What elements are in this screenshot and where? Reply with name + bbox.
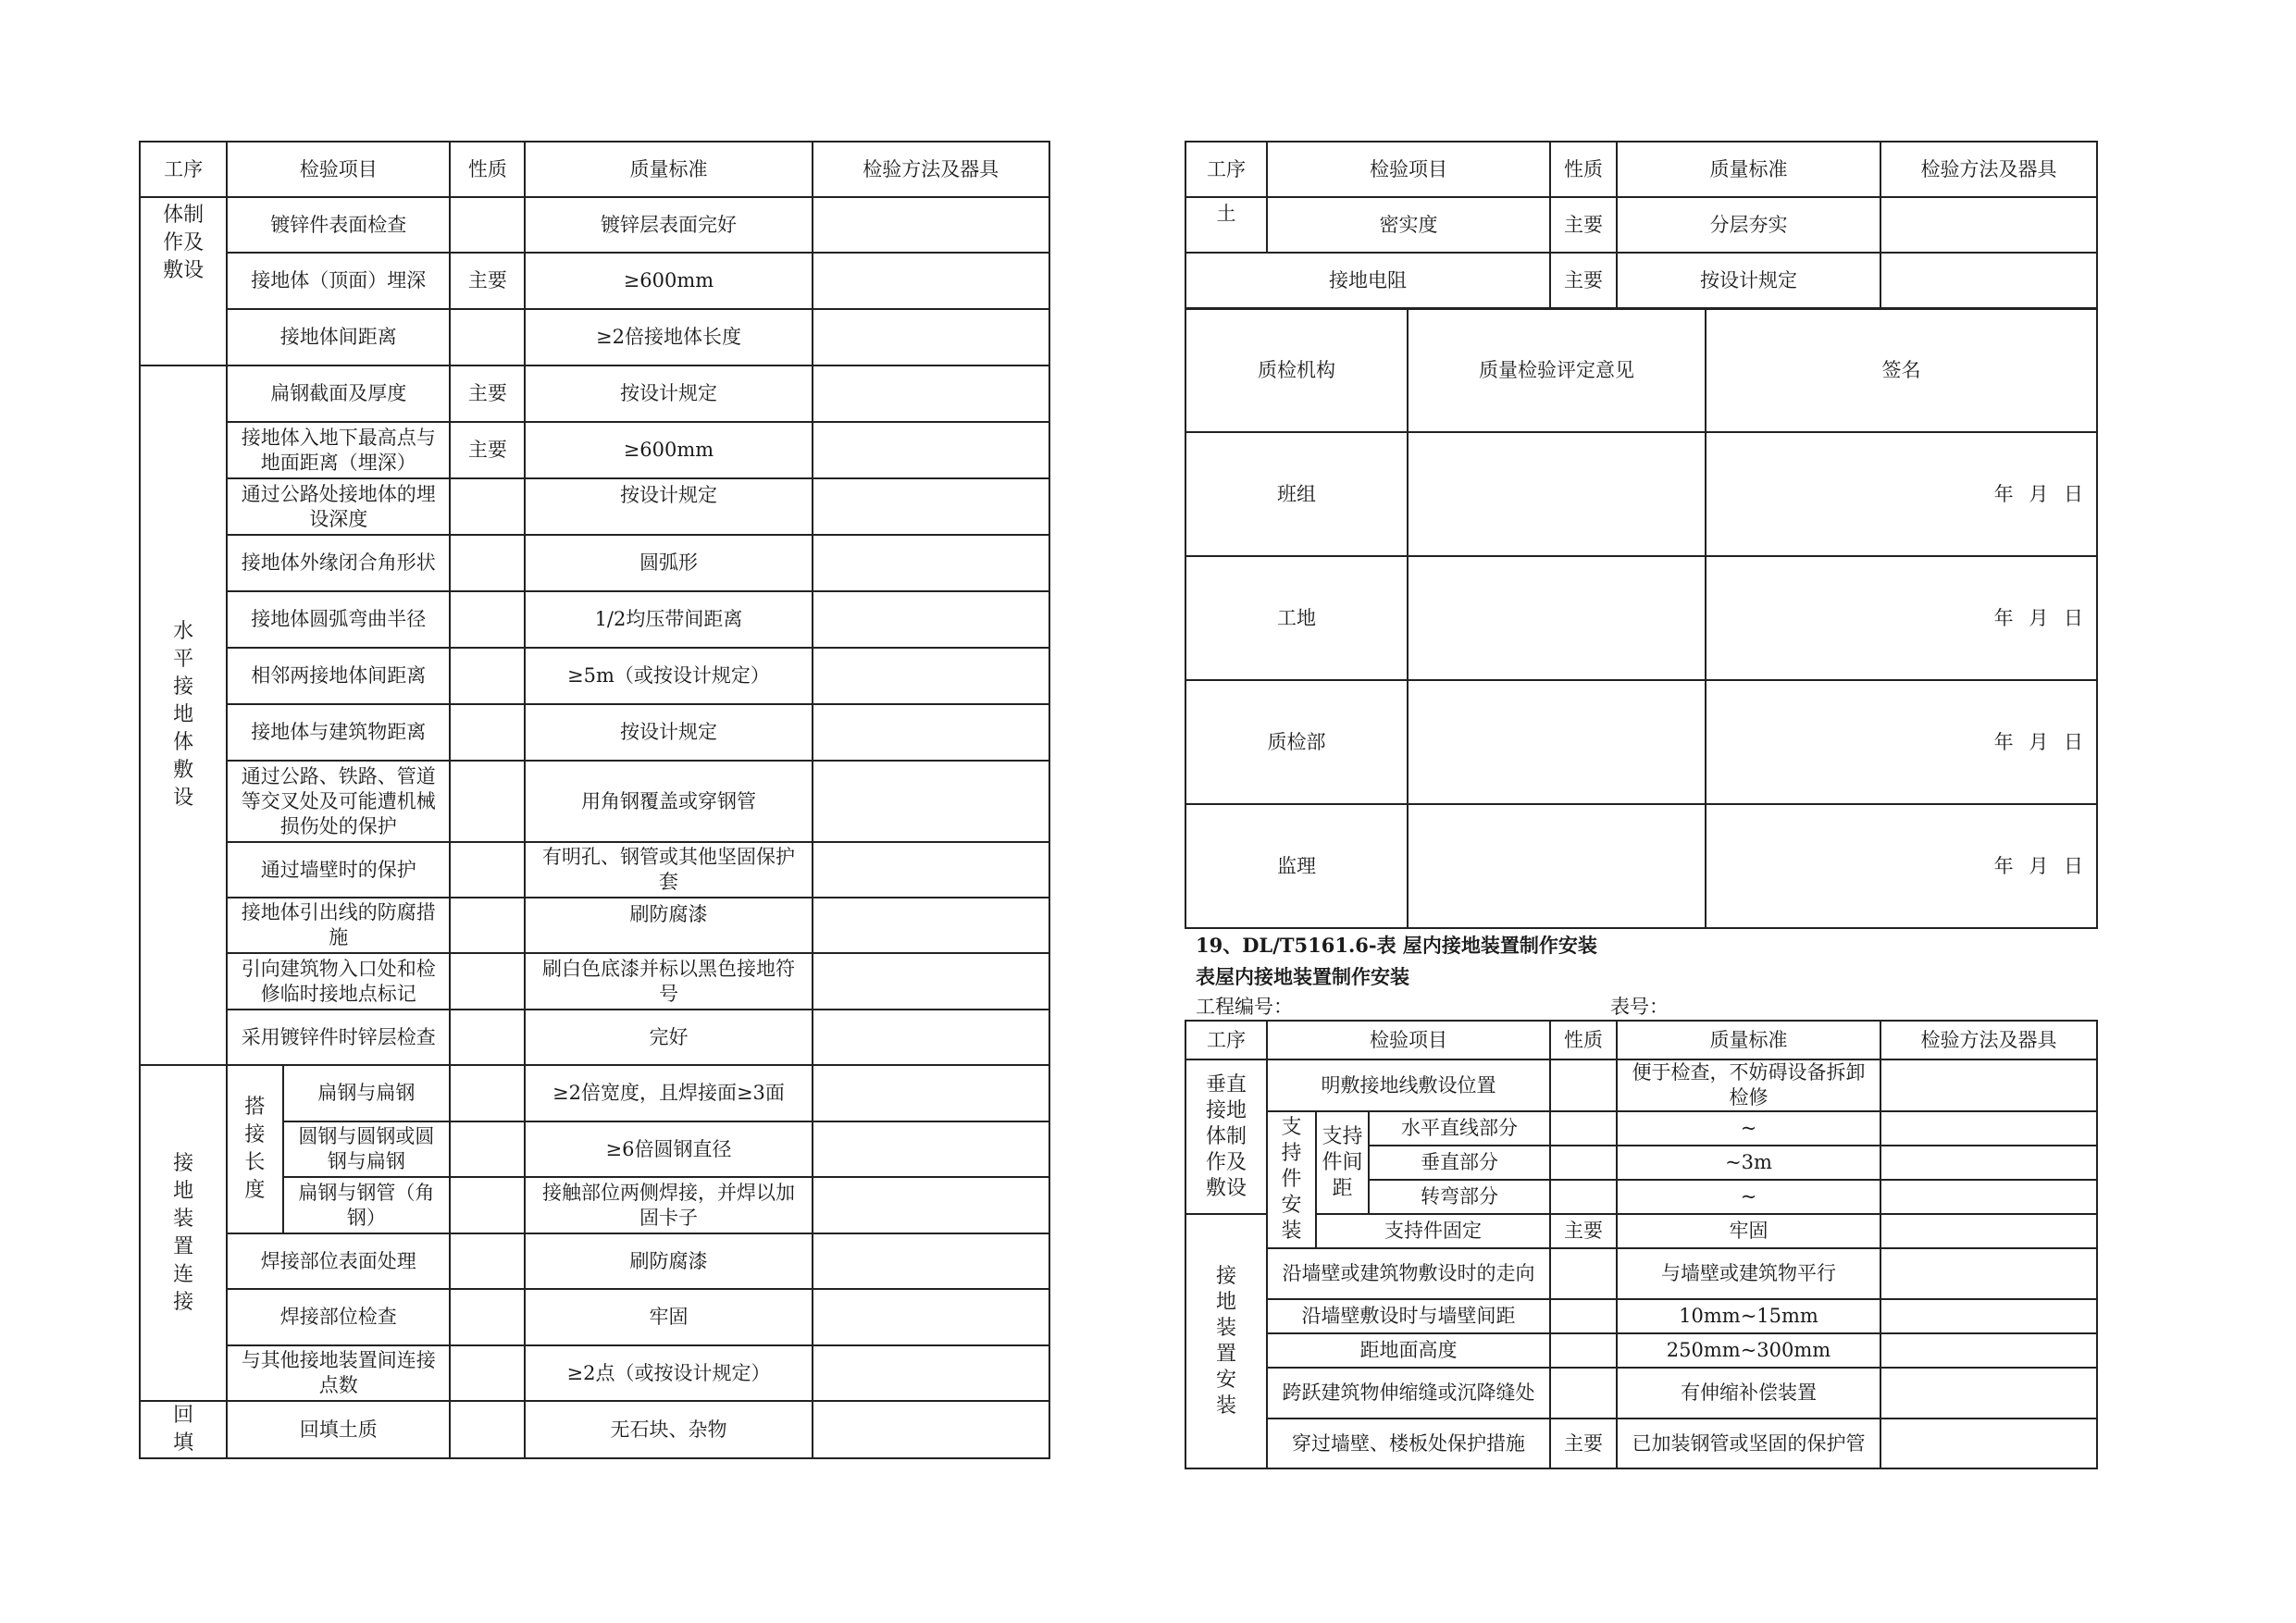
method-cell[interactable] [813, 704, 1049, 761]
signoff-row [1185, 432, 2097, 556]
header-nature: 性质 [1550, 1021, 1617, 1059]
item-cell: 焊接部位检查 [227, 1289, 450, 1345]
nature-cell [450, 535, 525, 591]
table-title: 表屋内接地装置制作安装 [1196, 965, 1409, 988]
standard-cell: 接触部位两侧焊接，并焊以加固卡子 [525, 1177, 812, 1233]
nature-cell [450, 1177, 525, 1233]
header-standard: 质量标准 [525, 142, 812, 197]
item-cell: 跨跃建筑物伸缩缝或沉降缝处 [1267, 1368, 1550, 1419]
item-cell: 扁钢与钢管（角钢） [283, 1177, 451, 1233]
nature-cell [450, 1233, 525, 1289]
item-cell: 沿墙壁或建筑物敷设时的走向 [1267, 1248, 1550, 1299]
standard-cell: 刷防腐漆 [525, 898, 812, 953]
item-cell: 相邻两接地体间距离 [227, 648, 450, 704]
method-cell[interactable] [813, 535, 1049, 591]
table-row [1185, 1368, 2097, 1419]
item-cell: 支持件固定 [1316, 1214, 1550, 1248]
signoff-date[interactable]: 年 月 日 [1706, 804, 2097, 928]
standard-cell: 按设计规定 [525, 478, 812, 535]
project-number-label: 工程编号： [1196, 996, 1293, 1018]
item-cell: 沿墙壁敷设时与墙壁间距 [1267, 1299, 1550, 1333]
standard-cell: 分层夯实 [1617, 197, 1880, 253]
standard-cell: 按设计规定 [525, 704, 812, 761]
indoor-grounding-table [1185, 1020, 2098, 1469]
item-cell: 接地体间距离 [227, 309, 450, 365]
method-cell[interactable] [813, 761, 1049, 842]
table-row [140, 1233, 1049, 1289]
nature-cell [1550, 1248, 1617, 1299]
method-cell[interactable] [813, 1177, 1049, 1233]
table-row [140, 1065, 1049, 1121]
table-row [140, 197, 1049, 253]
nature-cell [450, 478, 525, 535]
nature-cell [450, 1401, 525, 1458]
method-cell[interactable] [1880, 1111, 2097, 1146]
table-row [140, 309, 1049, 365]
item-cell: 圆钢与圆钢或圆钢与扁钢 [283, 1121, 451, 1177]
item-cell: 接地体引出线的防腐措施 [227, 898, 450, 953]
item-cell: 穿过墙壁、楼板处保护措施 [1267, 1419, 1550, 1468]
item-cell: 明敷接地线敷设位置 [1267, 1059, 1550, 1111]
table-row [140, 953, 1049, 1010]
nature-cell: 主要 [450, 253, 525, 309]
item-cell: 扁钢与扁钢 [283, 1065, 451, 1121]
nature-cell [450, 309, 525, 365]
signoff-org: 班组 [1185, 432, 1408, 556]
standard-cell: ≥600mm [525, 422, 812, 478]
method-cell[interactable] [813, 1010, 1049, 1065]
nature-cell [450, 591, 525, 648]
nature-cell [1550, 1333, 1617, 1368]
nature-cell [1550, 1368, 1617, 1419]
signoff-row [1185, 680, 2097, 804]
item-cell: 接地体与建筑物距离 [227, 704, 450, 761]
header-item: 检验项目 [227, 142, 450, 197]
nature-cell: 主要 [1550, 1419, 1617, 1468]
method-cell[interactable] [813, 1121, 1049, 1177]
signoff-header-org: 质检机构 [1185, 308, 1408, 432]
signoff-row [1185, 556, 2097, 680]
method-cell[interactable] [813, 953, 1049, 1010]
header-step: 工序 [1185, 1021, 1267, 1059]
signoff-opinion-cell[interactable] [1408, 432, 1706, 556]
item-cell: 回填土质 [227, 1401, 450, 1458]
table-row [140, 1289, 1049, 1345]
standard-cell: 1/2均压带间距离 [525, 591, 812, 648]
nature-cell [1550, 1180, 1617, 1214]
item-cell: 垂直部分 [1369, 1146, 1550, 1180]
support-install-group: 支持件安装 [1267, 1111, 1316, 1248]
step-group-body: 体制作及敷设 [140, 197, 227, 365]
signoff-date[interactable]: 年 月 日 [1706, 556, 2097, 680]
standard-cell: 镀锌层表面完好 [525, 197, 812, 253]
item-cell: 与其他接地装置间连接点数 [227, 1345, 450, 1401]
table-row [1185, 1059, 2097, 1111]
method-cell[interactable] [813, 253, 1049, 309]
table-row [140, 253, 1049, 309]
signoff-org: 工地 [1185, 556, 1408, 680]
standard-cell: ≥6倍圆钢直径 [525, 1121, 812, 1177]
method-cell[interactable] [813, 1289, 1049, 1345]
standard-cell: 刷白色底漆并标以黑色接地符号 [525, 953, 812, 1010]
table-row [140, 422, 1049, 478]
nature-cell [1550, 1111, 1617, 1146]
standard-cell: 无石块、杂物 [525, 1401, 812, 1458]
nature-cell: 主要 [1550, 197, 1617, 253]
left-inspection-table [139, 141, 1050, 1459]
table-row [140, 591, 1049, 648]
item-cell: 通过公路处接地体的埋设深度 [227, 478, 450, 535]
standard-cell: 完好 [525, 1010, 812, 1065]
nature-cell: 主要 [450, 422, 525, 478]
section-title: 19、DL/T5161.6-表 屋内接地装置制作安装 [1196, 934, 1597, 957]
signoff-opinion-cell[interactable] [1408, 804, 1706, 928]
step-group-backfill: 回填 [140, 1401, 227, 1458]
nature-cell [450, 1121, 525, 1177]
item-cell: 接地体圆弧弯曲半径 [227, 591, 450, 648]
step-group-install: 接地装置安装 [1185, 1214, 1267, 1468]
item-cell: 通过公路、铁路、管道等交叉处及可能遭机械损伤处的保护 [227, 761, 450, 842]
step-group-vertical-body: 垂直接地体制作及敷设 [1185, 1059, 1267, 1214]
nature-cell [450, 761, 525, 842]
standard-cell: ≥2点（或按设计规定） [525, 1345, 812, 1401]
signoff-header-opinion: 质量检验评定意见 [1408, 308, 1706, 432]
table-row [1185, 1419, 2097, 1468]
standard-cell: ≥2倍宽度，且焊接面≥3面 [525, 1065, 812, 1121]
table-row [140, 648, 1049, 704]
method-cell[interactable] [1880, 1368, 2097, 1419]
table-header-row [140, 142, 1049, 197]
table-number-label: 表号： [1610, 996, 1669, 1018]
table-row [140, 1401, 1049, 1458]
signoff-date[interactable]: 年 月 日 [1706, 680, 2097, 804]
standard-cell: 按设计规定 [1617, 253, 1880, 309]
standard-cell: 刷防腐漆 [525, 1233, 812, 1289]
header-method: 检验方法及器具 [1880, 142, 2097, 197]
table-row [140, 704, 1049, 761]
table-row [1185, 1248, 2097, 1299]
standard-cell: ≥5m（或按设计规定） [525, 648, 812, 704]
header-standard: 质量标准 [1617, 1021, 1880, 1059]
table-row [140, 761, 1049, 842]
table-header-row [1185, 1021, 2097, 1059]
nature-cell [450, 1289, 525, 1345]
method-cell[interactable] [813, 365, 1049, 422]
step-group-connection: 接地装置连接 [140, 1065, 227, 1401]
standard-cell: ≥2倍接地体长度 [525, 309, 812, 365]
standard-cell: 与墙壁或建筑物平行 [1617, 1248, 1880, 1299]
table-row [140, 1010, 1049, 1065]
nature-cell [450, 898, 525, 953]
item-cell: 接地体入地下最高点与地面距离（埋深） [227, 422, 450, 478]
item-cell: 引向建筑物入口处和检修临时接地点标记 [227, 953, 450, 1010]
method-cell[interactable] [1880, 1299, 2097, 1333]
item-cell: 扁钢截面及厚度 [227, 365, 450, 422]
header-step: 工序 [140, 142, 227, 197]
method-cell[interactable] [813, 591, 1049, 648]
table-row [140, 365, 1049, 422]
signoff-opinion-cell[interactable] [1408, 556, 1706, 680]
signoff-row [1185, 804, 2097, 928]
method-cell[interactable] [813, 478, 1049, 535]
nature-cell [450, 1345, 525, 1401]
header-item: 检验项目 [1267, 142, 1550, 197]
table-row [140, 1345, 1049, 1401]
nature-cell [450, 197, 525, 253]
header-nature: 性质 [450, 142, 525, 197]
header-item: 检验项目 [1267, 1021, 1550, 1059]
item-cell: 密实度 [1267, 197, 1550, 253]
standard-cell: ≥600mm [525, 253, 812, 309]
method-cell[interactable] [813, 648, 1049, 704]
table-row [140, 842, 1049, 898]
method-cell[interactable] [813, 1233, 1049, 1289]
standard-cell: 有伸缩补偿装置 [1617, 1368, 1880, 1419]
header-step: 工序 [1185, 142, 1267, 197]
nature-cell [450, 953, 525, 1010]
table-row [1185, 1299, 2097, 1333]
signoff-opinion-cell[interactable] [1408, 680, 1706, 804]
table-row [140, 898, 1049, 953]
nature-cell [1550, 1146, 1617, 1180]
signoff-header-row [1185, 308, 2097, 432]
nature-cell [450, 1010, 525, 1065]
method-cell[interactable] [813, 422, 1049, 478]
header-method: 检验方法及器具 [813, 142, 1049, 197]
standard-cell: 便于检查，不妨碍设备拆卸检修 [1617, 1059, 1880, 1111]
support-spacing-group: 支持件间距 [1316, 1111, 1369, 1214]
right-top-inspection-table [1185, 141, 2098, 310]
method-cell[interactable] [813, 1065, 1049, 1121]
nature-cell [1550, 1059, 1617, 1111]
table-header-row [1185, 142, 2097, 197]
standard-cell: ~ [1617, 1180, 1880, 1214]
nature-cell [450, 842, 525, 898]
nature-cell: 主要 [1550, 1214, 1617, 1248]
method-cell[interactable] [813, 1345, 1049, 1401]
header-method: 检验方法及器具 [1880, 1021, 2097, 1059]
item-cell: 接地电阻 [1185, 253, 1550, 309]
standard-cell: 250mm~300mm [1617, 1333, 1880, 1368]
item-cell: 通过墙壁时的保护 [227, 842, 450, 898]
table-row [1185, 1214, 2097, 1248]
nature-cell [450, 1065, 525, 1121]
table-row [1185, 253, 2097, 309]
standard-cell: ~3m [1617, 1146, 1880, 1180]
item-cell: 距地面高度 [1267, 1333, 1550, 1368]
step-group-soil: 土 [1185, 197, 1267, 253]
method-cell[interactable] [813, 1401, 1049, 1458]
header-nature: 性质 [1550, 142, 1617, 197]
standard-cell: 按设计规定 [525, 365, 812, 422]
method-cell[interactable] [813, 309, 1049, 365]
item-cell: 采用镀锌件时锌层检查 [227, 1010, 450, 1065]
standard-cell: 圆弧形 [525, 535, 812, 591]
standard-cell: 牢固 [1617, 1214, 1880, 1248]
standard-cell: 已加装钢管或坚固的保护管 [1617, 1419, 1880, 1468]
item-cell: 接地体外缘闭合角形状 [227, 535, 450, 591]
item-cell: 镀锌件表面检查 [227, 197, 450, 253]
method-cell[interactable] [1880, 1059, 2097, 1111]
table-row [1185, 1111, 2097, 1146]
standard-cell: 用角钢覆盖或穿钢管 [525, 761, 812, 842]
step-subgroup-lap-length: 搭接长度 [227, 1065, 282, 1233]
table-row [1185, 1333, 2097, 1368]
standard-cell: 10mm~15mm [1617, 1299, 1880, 1333]
nature-cell [450, 648, 525, 704]
item-cell: 接地体（顶面）埋深 [227, 253, 450, 309]
standard-cell: 牢固 [525, 1289, 812, 1345]
nature-cell: 主要 [450, 365, 525, 422]
method-cell[interactable] [813, 197, 1049, 253]
signoff-date[interactable]: 年 月 日 [1706, 432, 2097, 556]
method-cell[interactable] [1880, 1180, 2097, 1214]
table-row [140, 535, 1049, 591]
item-cell: 焊接部位表面处理 [227, 1233, 450, 1289]
method-cell[interactable] [1880, 1214, 2097, 1248]
method-cell[interactable] [1880, 1146, 2097, 1180]
standard-cell: ~ [1617, 1111, 1880, 1146]
method-cell[interactable] [813, 898, 1049, 953]
header-standard: 质量标准 [1617, 142, 1880, 197]
signoff-header-sign: 签名 [1706, 308, 2097, 432]
method-cell[interactable] [1880, 1419, 2097, 1468]
signoff-table [1185, 307, 2098, 929]
item-cell: 水平直线部分 [1369, 1111, 1550, 1146]
method-cell[interactable] [1880, 197, 2097, 253]
signoff-org: 监理 [1185, 804, 1408, 928]
method-cell[interactable] [1880, 253, 2097, 309]
nature-cell [450, 704, 525, 761]
method-cell[interactable] [1880, 1333, 2097, 1368]
table-row [1185, 197, 2097, 253]
method-cell[interactable] [1880, 1248, 2097, 1299]
step-group-horizontal: 水平接地体敷设 [140, 365, 227, 1065]
nature-cell [1550, 1299, 1617, 1333]
table-row [140, 478, 1049, 535]
item-cell: 转弯部分 [1369, 1180, 1550, 1214]
standard-cell: 有明孔、钢管或其他坚固保护套 [525, 842, 812, 898]
nature-cell: 主要 [1550, 253, 1617, 309]
signoff-org: 质检部 [1185, 680, 1408, 804]
method-cell[interactable] [813, 842, 1049, 898]
